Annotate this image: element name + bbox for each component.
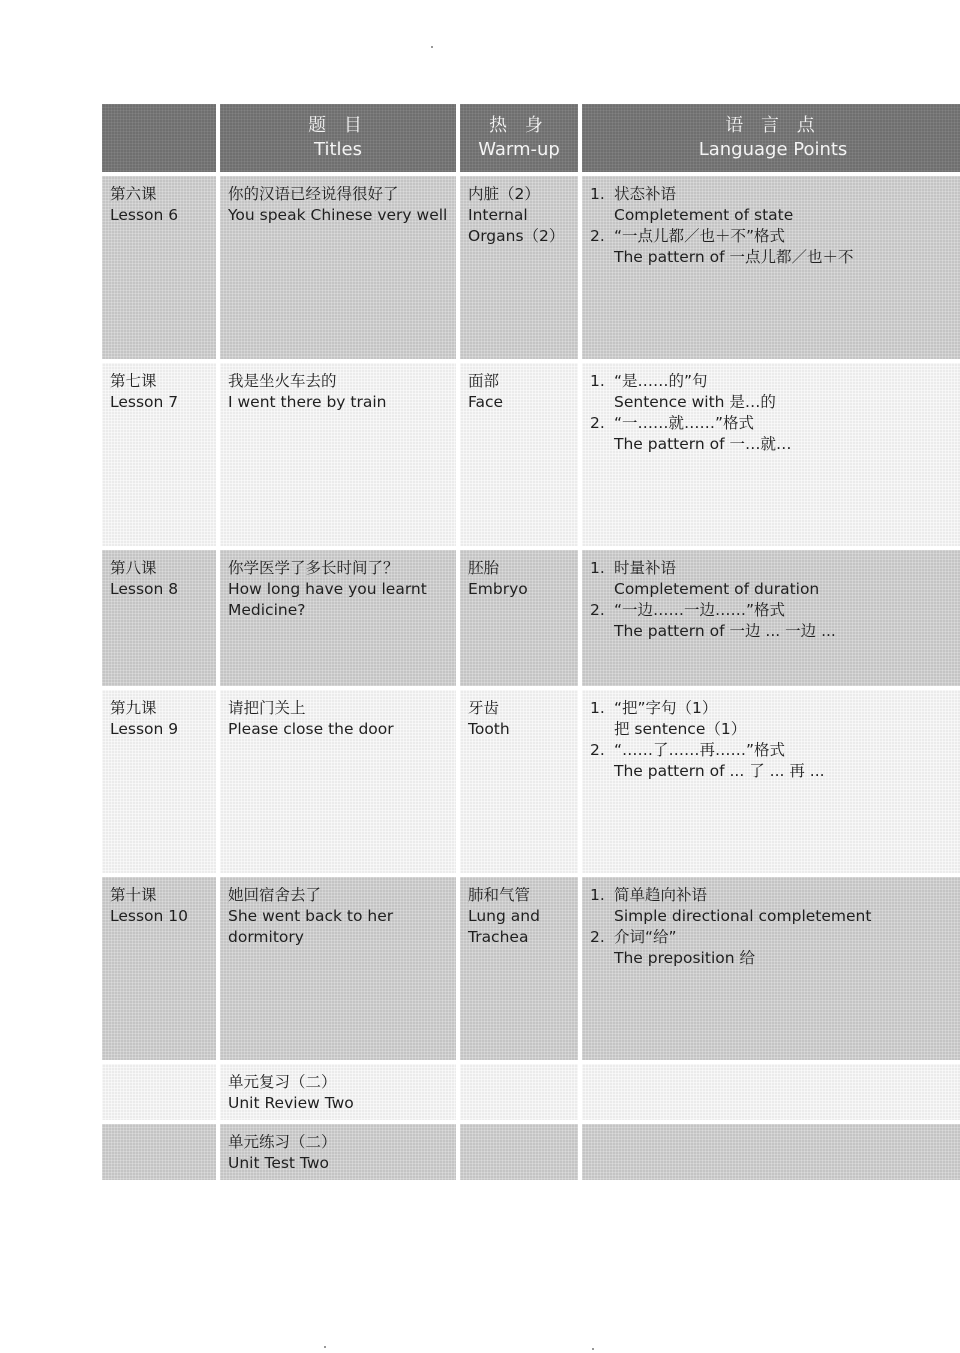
warmup-line: 内脏（2）	[468, 185, 540, 203]
warmup-cell	[460, 176, 578, 359]
language-point	[590, 558, 956, 600]
lesson-en: Lesson 8	[110, 580, 179, 598]
lesson-zh: 第七课	[110, 372, 157, 390]
lesson-zh: 第九课	[110, 699, 157, 717]
lesson-cell	[102, 550, 216, 686]
header-points-en: Language Points	[698, 139, 848, 160]
point-number: 1.	[590, 559, 605, 577]
warmup-line: 肺和气管	[468, 886, 531, 904]
title-cell	[220, 176, 456, 359]
lesson-cell	[102, 877, 216, 1060]
title-zh: 我是坐火车去的	[228, 372, 337, 390]
language-point	[590, 885, 956, 927]
title-en: You speak Chinese very well	[228, 206, 448, 224]
language-point	[590, 698, 956, 740]
title-en: I went there by train	[228, 393, 387, 411]
title-zh: 她回宿舍去了	[228, 886, 322, 904]
point-number: 2.	[590, 227, 605, 245]
point-number: 1.	[590, 886, 605, 904]
language-point	[590, 184, 956, 226]
lesson-cell	[102, 176, 216, 359]
language-point	[590, 927, 956, 969]
test-title-zh: 单元练习（二）	[228, 1133, 337, 1151]
header-lesson-cell	[102, 104, 216, 172]
point-number: 1.	[590, 185, 605, 203]
lesson-en: Lesson 6	[110, 206, 179, 224]
warmup-line: Lung and	[468, 907, 540, 925]
point-en: The pattern of ... 了 ... 再 ...	[614, 762, 825, 780]
contents-table	[102, 104, 960, 1180]
lesson-cell	[102, 363, 216, 546]
point-en: The preposition 给	[614, 949, 755, 967]
header-points-cell	[582, 104, 960, 172]
language-point	[590, 226, 956, 268]
point-number: 1.	[590, 699, 605, 717]
title-en: She went back to her	[228, 907, 394, 925]
header-titles-zh: 题 目	[308, 115, 368, 136]
warmup-line: Trachea	[468, 928, 529, 946]
review-points-cell	[582, 1064, 960, 1120]
point-zh: “把”字句（1）	[614, 699, 718, 717]
test-warmup-cell	[460, 1124, 578, 1180]
warmup-line: Embryo	[468, 580, 528, 598]
warmup-cell	[460, 363, 578, 546]
test-title-en: Unit Test Two	[228, 1154, 329, 1172]
warmup-line: Tooth	[468, 720, 510, 738]
title-zh: 你的汉语已经说得很好了	[228, 185, 399, 203]
lesson-cell	[102, 690, 216, 873]
header-warmup-en: Warm-up	[478, 139, 560, 160]
points-cell	[582, 550, 960, 686]
point-number: 2.	[590, 928, 605, 946]
review-title-cell	[220, 1064, 456, 1120]
title-en: Medicine?	[228, 601, 306, 619]
points-cell	[582, 877, 960, 1060]
point-en: The pattern of 一点儿都／也＋不	[614, 248, 854, 266]
point-zh: “是……的”句	[614, 372, 708, 390]
review-lesson-cell	[102, 1064, 216, 1120]
warmup-cell	[460, 550, 578, 686]
review-warmup-cell	[460, 1064, 578, 1120]
title-cell	[220, 690, 456, 873]
warmup-line: Internal	[468, 206, 528, 224]
point-en: Simple directional completement	[614, 907, 872, 925]
language-point	[590, 740, 956, 782]
title-cell	[220, 550, 456, 686]
language-point	[590, 371, 956, 413]
warmup-line: Organs（2）	[468, 227, 565, 245]
point-zh: “一边……一边……”格式	[614, 601, 786, 619]
title-en: dormitory	[228, 928, 304, 946]
warmup-line: 牙齿	[468, 699, 500, 717]
point-en: The pattern of 一…就…	[614, 435, 792, 453]
lesson-en: Lesson 7	[110, 393, 179, 411]
header-warmup-cell	[460, 104, 578, 172]
point-zh: 介词“给”	[614, 928, 677, 946]
point-en: Completement of state	[614, 206, 794, 224]
warmup-line: 面部	[468, 372, 500, 390]
title-zh: 请把门关上	[228, 699, 306, 717]
title-cell	[220, 877, 456, 1060]
review-title-en: Unit Review Two	[228, 1094, 354, 1112]
title-cell	[220, 363, 456, 546]
warmup-cell	[460, 690, 578, 873]
points-cell	[582, 690, 960, 873]
header-titles-en: Titles	[314, 139, 362, 160]
test-title-cell	[220, 1124, 456, 1180]
scan-speck	[324, 1346, 326, 1348]
point-number: 1.	[590, 372, 605, 390]
header-warmup-zh: 热 身	[489, 115, 549, 136]
point-zh: 状态补语	[614, 185, 677, 203]
point-zh: 时量补语	[614, 559, 677, 577]
point-number: 2.	[590, 414, 605, 432]
points-cell	[582, 176, 960, 359]
scan-speck	[431, 46, 433, 48]
points-cell	[582, 363, 960, 546]
title-en: Please close the door	[228, 720, 394, 738]
warmup-line: Face	[468, 393, 504, 411]
title-en: How long have you learnt	[228, 580, 427, 598]
header-points-zh: 语 言 点	[725, 115, 821, 136]
point-en: The pattern of 一边 ... 一边 ...	[614, 622, 836, 640]
review-title-zh: 单元复习（二）	[228, 1073, 337, 1091]
point-zh: “……了……再……”格式	[614, 741, 786, 759]
point-en: 把 sentence（1）	[614, 720, 747, 738]
point-en: Completement of duration	[614, 580, 820, 598]
point-zh: “一点儿都／也＋不”格式	[614, 227, 786, 245]
point-zh: 简单趋向补语	[614, 886, 708, 904]
point-number: 2.	[590, 601, 605, 619]
point-number: 2.	[590, 741, 605, 759]
language-point	[590, 413, 956, 455]
lesson-en: Lesson 9	[110, 720, 179, 738]
point-en: Sentence with 是…的	[614, 393, 776, 411]
lesson-en: Lesson 10	[110, 907, 189, 925]
title-zh: 你学医学了多长时间了？	[228, 559, 399, 577]
lesson-zh: 第六课	[110, 185, 157, 203]
warmup-cell	[460, 877, 578, 1060]
test-points-cell	[582, 1124, 960, 1180]
lesson-zh: 第十课	[110, 886, 157, 904]
warmup-line: 胚胎	[468, 559, 500, 577]
language-point	[590, 600, 956, 642]
lesson-zh: 第八课	[110, 559, 157, 577]
scan-speck	[592, 1348, 594, 1350]
point-zh: “一……就……”格式	[614, 414, 755, 432]
test-lesson-cell	[102, 1124, 216, 1180]
header-titles-cell	[220, 104, 456, 172]
